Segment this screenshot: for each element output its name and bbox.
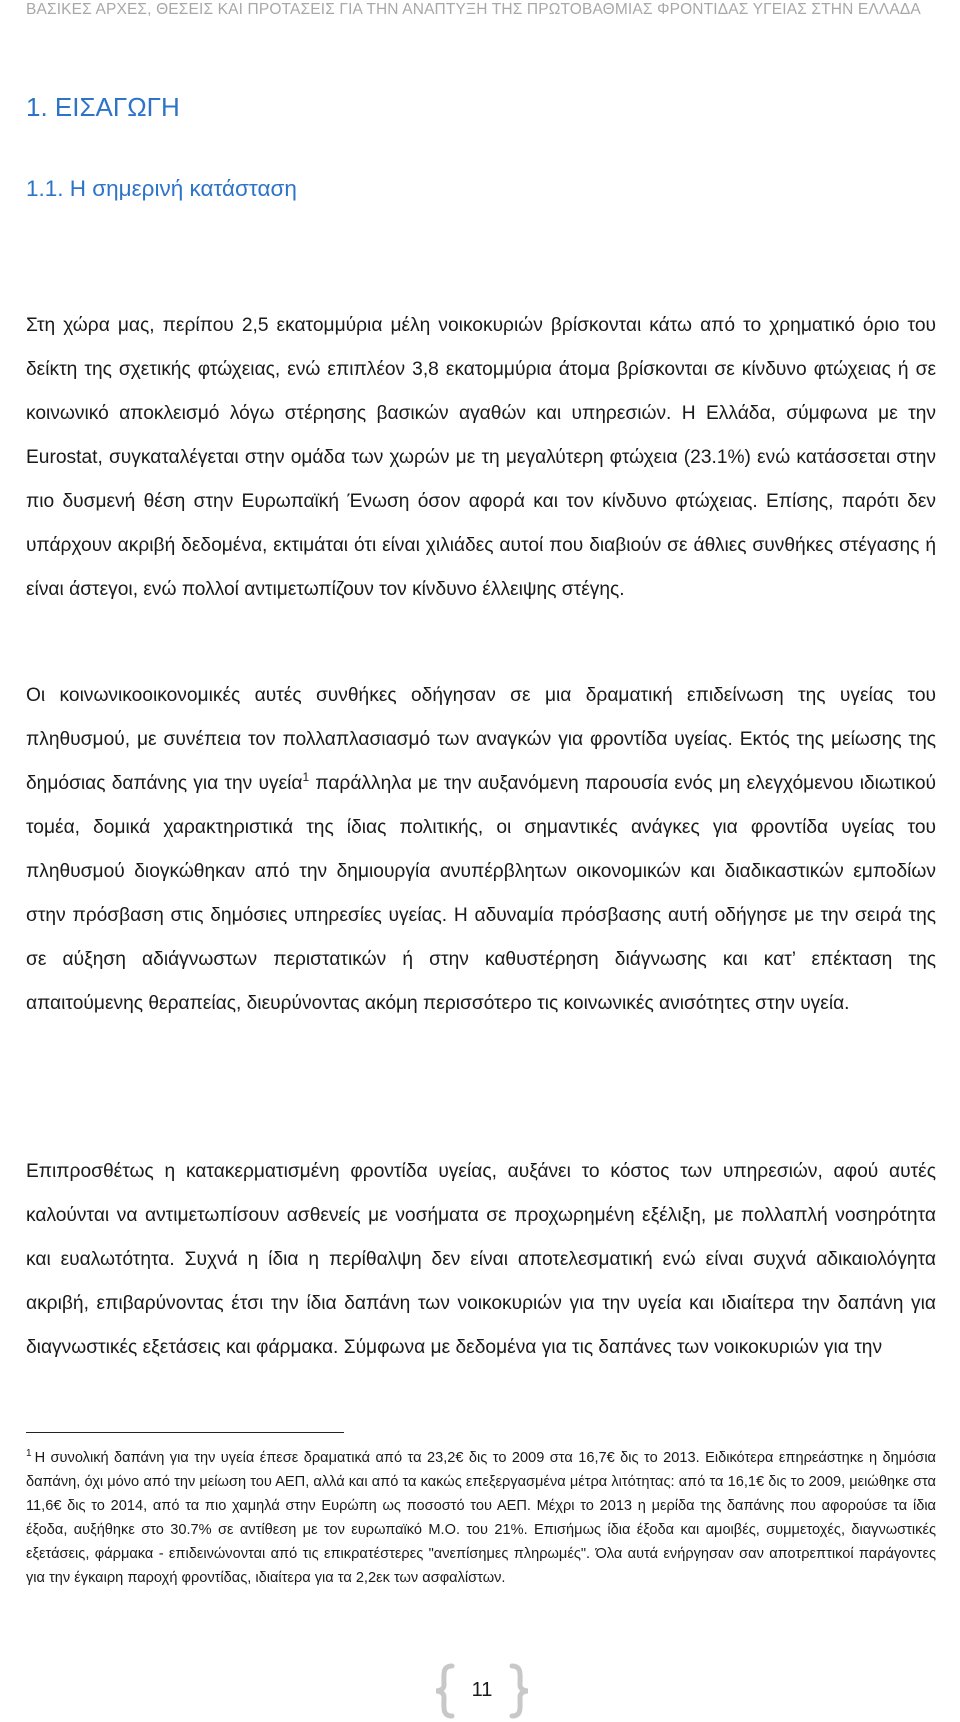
subsection-heading: 1.1. Η σημερινή κατάσταση (26, 176, 297, 201)
running-header: ΒΑΣΙΚΕΣ ΑΡΧΕΣ, ΘΕΣΕΙΣ ΚΑΙ ΠΡΟΤΑΣΕΙΣ ΓΙΑ ΤΗΝ ΑΝΑΠΤΥΞΗ ΤΗΣ ΠΡΩΤΟΒΑΘΜΙΑΣ ΦΡΟΝΤΙΔΑΣ ΥΓΕΙΑΣ ΣΤΗΝ ΕΛΛΑΔΑ (26, 1, 921, 18)
section-heading: 1. ΕΙΣΑΓΩΓΗ (26, 92, 180, 122)
footnote-text: Η συνολική δαπάνη για την υγεία έπεσε δραματικά από τα 23,2€ δις το 2009 στα 16,7€ δις το 2013. Ειδικότερα επηρεάστηκε η δημόσια δαπάνη, όχι μόνο από την μείωση του ΑΕΠ, αλλά και από τα κακώς επεξεργασμένα μέτρα λιτότητας: από τα 16,1€ δις το 2009, μειώθηκε στα 11,6€ δις το 2014, από τα πιο χαμηλά στην Ευρώπη ως ποσοστό του ΑΕΠ. Μέχρι το 2013 η μερίδα της δαπάνης που αφορούσε τα ίδια έξοδα, αυξήθηκε στο 30.7% σε αντίθεση με τον ευρωπαϊκό Μ.Ο. του 21%. Επισήμως ίδια έξοδα και αμοιβές, συμμετοχές, διαγνωστικές εξετάσεις, φάρμακα - επιδεινώνονται από τις επικρατέστερες "ανεπίσημες πληρωμές". Όλα αυτά ενήργησαν σαν αποτρεπτικοί παράγοντες για την έγκαιρη παροχή φροντίδας, ιδιαίτερα για τα 2,2εκ των ασφαλίστων. (26, 1450, 936, 1586)
body-paragraph-1: Στη χώρα μας, περίπου 2,5 εκατομμύρια μέλη νοικοκυριών βρίσκονται κάτω από το χρηματικό όριο του δείκτη της σχετικής φτώχειας, ενώ επιπλέον 3,8 εκατομμύρια άτομα βρίσκονται σε κίνδυνο φτώχειας ή σε κοινωνικό αποκλεισμό λόγω στέρησης βασικών αγαθών και υπηρεσιών. Η Ελλάδα, σύμφωνα με την Eurostat, συγκαταλέγεται στην ομάδα των χωρών με τη μεγαλύτερη φτώχεια (23.1%) ενώ κατάσσεται στην πιο δυσμενή θέση στην Ευρωπαϊκή Ένωση όσον αφορά και τον κίνδυνο φτώχειας. Επίσης, παρότι δεν υπάρχουν ακριβή δεδομένα, εκτιμάται ότι είναι χιλιάδες αυτοί που διαβιούν σε άθλιες συνθήκες στέγασης ή είναι άστεγοι, ενώ πολλοί αντιμετωπίζουν τον κίνδυνο έλλειψης στέγης. (26, 315, 936, 600)
page-number-badge (434, 1663, 530, 1719)
page-number: 11 (471, 1679, 493, 1701)
body-paragraph-2 (26, 674, 936, 1026)
paragraph-2-text-b: παράλληλα με την αυξανόμενη παρουσία ενός μη ελεγχόμενου ιδιωτικού τομέα, δομικά χαρακτηριστικά της ίδιας πολιτικής, οι σημαντικές ανάγκες για φροντίδα υγείας του πληθυσμού διογκώθηκαν από την δημιουργία ανυπέρβλητων οικονομικών και διαδικαστικών εμποδίων στην πρόσβαση στις δημόσιες υπηρεσίες υγείας. Η αδυναμία πρόσβασης αυτή οδήγησε με την σειρά της σε αύξηση αδιάγνωστων περιστατικών ή στην καθυστέρηση διάγνωσης και κατ’ επέκταση της απαιτούμενης θεραπείας, διευρύνοντας ακόμη περισσότερο τις κοινωνικές ανισότητες στην υγεία. (26, 773, 936, 1014)
footnote (26, 1446, 936, 1590)
paragraph-2-text-a: Οι κοινωνικοοικονομικές αυτές συνθήκες οδήγησαν σε μια δραματική επιδείνωση της υγείας του πληθυσμού, με συνέπεια τον πολλαπλασιασμό των αναγκών για φροντίδα υγείας. Εκτός της μείωσης της δημόσιας δαπάνης για την υγεία (26, 685, 936, 794)
footnote-marker: 1 (26, 1448, 32, 1459)
footnote-separator (26, 1432, 344, 1433)
body-paragraph-3: Επιπροσθέτως η κατακερματισμένη φροντίδα υγείας, αυξάνει το κόστος των υπηρεσιών, αφού αυτές καλούνται να αντιμετωπίσουν ασθενείς με νοσήματα σε προχωρημένη εξέλιξη, με πολλαπλή νοσηρότητα και ευαλωτότητα. Συχνά η ίδια η περίθαλψη δεν είναι αποτελεσματική ενώ είναι συχνά αδικαιολόγητα ακριβή, επιβαρύνοντας έτσι την ίδια δαπάνη των νοικοκυριών για την υγεία και ιδιαίτερα την δαπάνη για διαγνωστικές εξετάσεις και φάρμακα. Σύμφωνα με δεδομένα για τις δαπάνες των νοικοκυριών για την (26, 1161, 936, 1358)
footnote-reference[interactable]: 1 (302, 770, 310, 784)
